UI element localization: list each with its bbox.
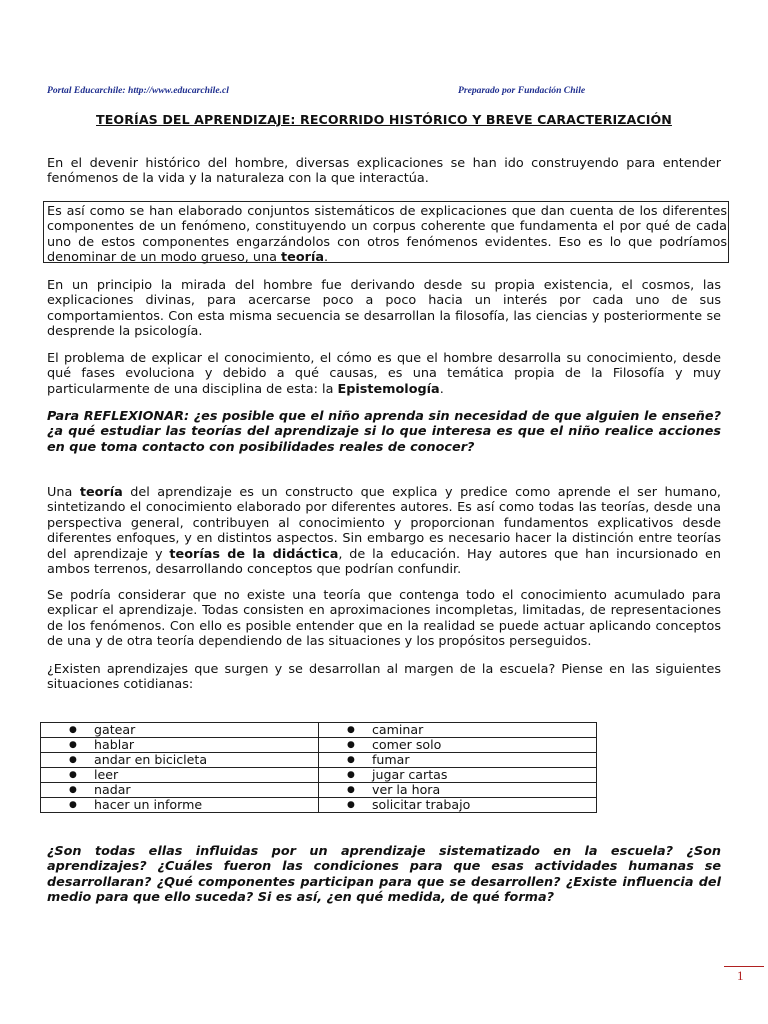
bullet-icon: ●: [69, 770, 77, 780]
box-text: Es así como se han elaborado conjuntos sistemáticos de explicaciones que dan cuenta de los diferentes componentes de un fenómeno, constituyendo un corpus coherente que fundamenta el por qué de cada uno de estos componentes engarzándolos con otros fenómenos evidentes. Eso es lo que podríamos denominar de un modo grueso, una: [47, 204, 727, 266]
page-number-rule: [724, 966, 764, 967]
history-paragraph: En un principio la mirada del hombre fue derivando desde su propia existencia, el cosmos, las explicaciones divinas, para acercarse poco a poco hacia un interés por cada uno de sus comportamientos. Con esta misma secuencia se desarrollan la filosofía, las ciencias y posteriormente se desprende la psicología.: [47, 278, 721, 340]
bullet-icon: ●: [347, 785, 355, 795]
closing-questions: ¿Son todas ellas influidas por un aprendizaje sistematizado en la escuela? ¿Son aprendizajes? ¿Cuáles fueron las condiciones para que esas actividades humanas se desarrollaran? ¿Qué componentes participan para que se desarrollen? ¿Existe influencia del medio para que ello suceda? Si es así, ¿en qué medida, de qué forma?: [47, 844, 721, 906]
page-number: 1: [737, 968, 744, 983]
bullet-icon: ●: [69, 740, 77, 750]
table-row: [41, 723, 597, 738]
p3-end: .: [439, 381, 444, 397]
box-end: .: [323, 250, 329, 266]
activity-cell: ● andar en bicicleta: [41, 753, 319, 768]
p3-text: El problema de explicar el conocimiento, el cómo es que el hombre desarrolla su conocimiento, desde qué fases evoluciona y debido a qué causas, es una temática propia de la Filosofía y muy particularmente de una disciplina de esta: la: [47, 351, 721, 397]
p4-bold-teoria: teoría: [79, 485, 123, 500]
activity-cell: ● gatear: [41, 723, 319, 738]
document-title: TEORÍAS DEL APRENDIZAJE: RECORRIDO HISTÓRICO Y BREVE CARACTERIZACIÓN: [96, 112, 672, 127]
table-row: [41, 753, 597, 768]
activity-cell: ● jugar cartas: [319, 768, 597, 783]
activity-cell: ● hacer un informe: [41, 798, 319, 813]
everyday-situations-paragraph: ¿Existen aprendizajes que surgen y se desarrollan al margen de la escuela? Piense en las siguientes situaciones cotidianas:: [47, 662, 721, 693]
bullet-icon: ●: [347, 725, 355, 735]
bullet-icon: ●: [347, 740, 355, 750]
p3-bold-term: Epistemología: [337, 381, 440, 397]
p4-a: Una: [47, 485, 80, 500]
box-bold-term: teoría: [281, 250, 324, 266]
p4-bold-didactica: teorías de la didáctica: [169, 546, 339, 562]
p4-c: del aprendizaje es un constructo que explica y predice como aprende el ser humano, sintetizando el conocimiento elaborado por diferentes autores. Es así como todas las teorías, desde una perspectiva general, contribuyen al conocimiento y proporcionan fundamentos explicativos desde diferentes enfoques, y en distintos aspectos. Sin embargo es necesario hacer la distinción entre teorías del aprendizaje y: [47, 485, 721, 562]
activity-cell: ● caminar: [319, 723, 597, 738]
intro-paragraph: En el devenir histórico del hombre, diversas explicaciones se han ido construyendo para entender fenómenos de la vida y la naturaleza con la que interactúa.: [47, 156, 721, 187]
activity-cell: ● comer solo: [319, 738, 597, 753]
table-row: [41, 783, 597, 798]
activity-cell: ● solicitar trabajo: [319, 798, 597, 813]
learning-theory-paragraph: [47, 485, 721, 577]
reflect-question: Para REFLEXIONAR: ¿es posible que el niño aprenda sin necesidad de que alguien le enseñe? ¿a qué estudiar las teorías del aprendizaje si lo que interesa es que el niño realice acciones en que toma contacto con posibilidades reales de conocer?: [47, 409, 721, 455]
bullet-icon: ●: [347, 770, 355, 780]
activity-cell: ● hablar: [41, 738, 319, 753]
table-row: [41, 738, 597, 753]
p4-d: , de la educación. Hay autores que han incursionado en ambos terrenos, desarrollando conceptos que podrían confundir.: [47, 546, 721, 578]
activities-table: [40, 722, 597, 813]
bullet-icon: ●: [347, 800, 355, 810]
activity-cell: ● leer: [41, 768, 319, 783]
theory-definition-box: [43, 201, 729, 266]
header-portal: Portal Educarchile: http://www.educarchile.cl: [47, 85, 229, 96]
activity-cell: ● fumar: [319, 753, 597, 768]
activity-cell: ● nadar: [41, 783, 319, 798]
theory-definition-text: [47, 204, 727, 266]
header-prepared-by: Preparado por Fundación Chile: [458, 85, 586, 96]
table-row: [41, 798, 597, 813]
bullet-icon: ●: [347, 755, 355, 765]
approximation-paragraph: Se podría considerar que no existe una teoría que contenga todo el conocimiento acumulado para explicar el aprendizaje. Todas consisten en aproximaciones incompletas, limitadas, de representaciones de los fenómenos. Con ello es posible entender que en la realidad se puede actuar aplicando conceptos de una y de otra teoría dependiendo de las situaciones y los propósitos perseguidos.: [47, 588, 721, 650]
bullet-icon: ●: [69, 755, 77, 765]
bullet-icon: ●: [69, 785, 77, 795]
activity-cell: ● ver la hora: [319, 783, 597, 798]
epistemology-paragraph: [47, 351, 721, 397]
table-row: [41, 768, 597, 783]
bullet-icon: ●: [69, 725, 77, 735]
bullet-icon: ●: [69, 800, 77, 810]
